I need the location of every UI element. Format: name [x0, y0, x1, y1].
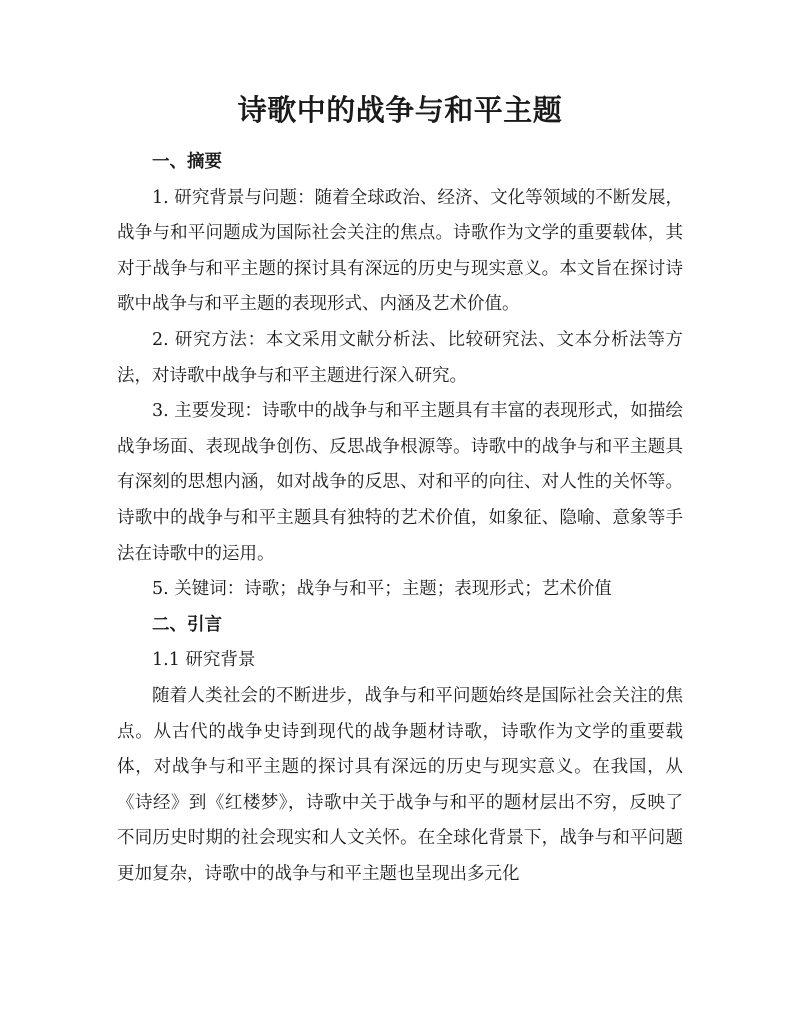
- paragraph-introduction: 随着人类社会的不断进步，战争与和平问题始终是国际社会关注的焦点。从古代的战争史诗到现代的战争题材诗歌，诗歌作为文学的重要载体，对战争与和平主题的探讨具有深远的历史与现实意义。在我国，从《诗经》到《红楼梦》，诗歌中关于战争与和平的题材层出不穷，反映了不同历史时期的社会现实和人文关怀。在全球化背景下，战争与和平问题更加复杂，诗歌中的战争与和平主题也呈现出多元化: [117, 685, 683, 884]
- section-heading-abstract: 一、摘要: [152, 152, 222, 172]
- paragraph-research-background: 1. 研究背景与问题：随着全球政治、经济、文化等领域的不断发展，战争与和平问题成为国际社会关注的焦点。诗歌作为文学的重要载体，其对于战争与和平主题的探讨具有深远的历史与现实意义。本文旨在探讨诗歌中战争与和平主题的表现形式、内涵及艺术价值。: [117, 187, 683, 315]
- subsection-heading-background: 1.1 研究背景: [152, 650, 256, 671]
- page-title: 诗歌中的战争与和平主题: [237, 93, 563, 127]
- paragraph-keywords: 5. 关键词：诗歌；战争与和平；主题；表现形式；艺术价值: [152, 579, 612, 600]
- section-heading-introduction: 二、引言: [152, 614, 222, 635]
- paragraph-research-method: 2. 研究方法：本文采用文献分析法、比较研究法、文本分析法等方法，对诗歌中战争与和平主题进行深入研究。: [117, 329, 683, 386]
- paragraph-main-findings: 3. 主要发现：诗歌中的战争与和平主题具有丰富的表现形式，如描绘战争场面、表现战争创伤、反思战争根源等。诗歌中的战争与和平主题具有深刻的思想内涵，如对战争的反思、对和平的向往、对人性的关怀等。诗歌中的战争与和平主题具有独特的艺术价值，如象征、隐喻、意象等手法在诗歌中的运用。: [117, 401, 683, 564]
- document-body: [117, 145, 683, 892]
